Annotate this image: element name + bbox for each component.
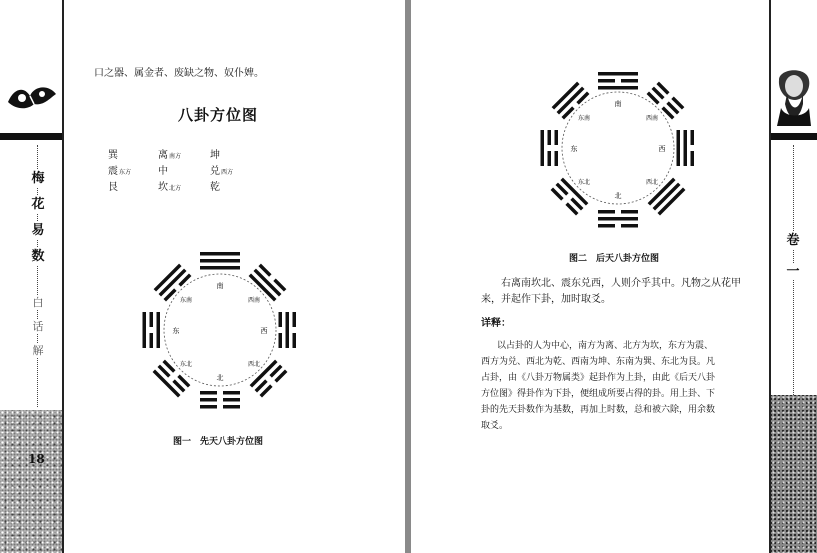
vertical-subtitle <box>28 296 48 358</box>
textured-footer <box>0 410 62 553</box>
dir-label-left: 东 <box>172 327 180 335</box>
grid-cell: 乾 <box>210 182 220 193</box>
right-page <box>411 0 817 553</box>
vertical-title-char: 梅 <box>28 170 48 187</box>
textured-footer <box>771 395 817 553</box>
right-side-strip <box>769 0 817 553</box>
top-band <box>771 133 817 140</box>
dir-label-nw: 东南 <box>577 115 591 122</box>
paragraph-line: 以占卦的人为中心，南方为离、北方为坎，东方为震、 <box>497 341 714 351</box>
dir-label-bottom: 北 <box>216 374 224 382</box>
dir-label-top: 南 <box>614 100 622 108</box>
paragraph-line: 来，并起作下卦，加时取爻。 <box>481 294 611 305</box>
section-title: 八卦方位图 <box>178 106 259 124</box>
trigram-bottom <box>598 210 638 228</box>
trigram-right <box>677 130 695 166</box>
paragraph-line: 方位图》得卦作为下卦，便组成所要占得的卦。用上卦、下 <box>481 389 716 399</box>
volume-title-char: 卷 <box>783 232 803 249</box>
dir-label-top: 南 <box>216 282 224 290</box>
paragraph-line: 卦的先天卦数作为基数，再加上时数，总和被六除，用余数 <box>481 405 716 415</box>
grid-cell: 离南方 <box>158 150 182 161</box>
vertical-title-char: 花 <box>28 196 48 213</box>
early-heaven-bagua-diagram <box>130 240 310 420</box>
paragraph-line: 西方为兑、西北为乾、西南为坤、东南为巽、东北为艮。凡 <box>481 357 716 367</box>
grid-cell: 坤 <box>210 150 220 161</box>
figure-caption: 图二 后天八卦方位图 <box>569 254 660 264</box>
trigram-top <box>200 252 240 270</box>
dir-label-left: 东 <box>570 145 578 153</box>
grid-cell: 震东方 <box>108 166 132 177</box>
grid-cell: 坎北方 <box>158 182 182 193</box>
paragraph-line: 占卦，由《八卦万物属类》起卦作为上卦，由此《后天八卦 <box>481 373 716 383</box>
vertical-title-char: 易 <box>28 222 48 239</box>
trigram-top-left <box>552 82 590 120</box>
dir-label-se: 西北 <box>247 361 261 368</box>
dir-label-se: 西北 <box>645 179 659 186</box>
dir-label-right: 西 <box>658 145 666 153</box>
later-heaven-bagua-diagram <box>528 58 708 242</box>
trigram-top-right <box>249 264 287 302</box>
paragraph-line: 取爻。 <box>481 421 509 431</box>
trigram-left <box>143 312 161 348</box>
trigram-top <box>598 72 638 90</box>
section-label: 详释： <box>481 318 511 329</box>
vertical-subtitle-char: 解 <box>28 344 48 358</box>
grid-cell: 兑西方 <box>210 166 234 177</box>
flower-emblem-icon <box>4 80 60 112</box>
dir-label-nw: 东南 <box>179 297 193 304</box>
vertical-subtitle-char: 白 <box>28 296 48 310</box>
volume-title-char: 一 <box>783 263 803 280</box>
vertical-subtitle-char: 话 <box>28 320 48 334</box>
dir-label-ne: 西南 <box>247 297 261 304</box>
dir-label-sw: 东北 <box>179 361 193 368</box>
figure-caption: 图一 先天八卦方位图 <box>173 437 264 447</box>
volume-title <box>783 232 803 280</box>
grid-cell: 中 <box>158 166 168 177</box>
paragraph-line: 右离南坎北、震东兑西，人则介乎其中。凡物之从花甲 <box>501 278 741 289</box>
trigram-top-right <box>647 82 685 120</box>
grid-cell: 艮 <box>108 182 118 193</box>
top-band <box>0 133 62 140</box>
page-number: 18 <box>28 452 45 466</box>
left-page <box>0 0 405 553</box>
trigram-top-left <box>154 264 192 302</box>
trigram-left <box>541 130 559 166</box>
dir-label-sw: 东北 <box>577 179 591 186</box>
vertical-book-title <box>28 170 48 265</box>
left-side-strip <box>0 0 62 553</box>
intro-line: 口之器、属金者、废缺之物、奴仆婢。 <box>94 68 264 79</box>
grid-cell: 巽 <box>108 150 118 161</box>
sage-portrait-icon <box>773 60 815 126</box>
dir-label-bottom: 北 <box>614 192 622 200</box>
dir-label-ne: 西南 <box>645 115 659 122</box>
dir-label-right: 西 <box>260 327 268 335</box>
trigram-right <box>279 312 297 348</box>
trigram-bottom <box>200 391 240 409</box>
vertical-title-char: 数 <box>28 248 48 265</box>
